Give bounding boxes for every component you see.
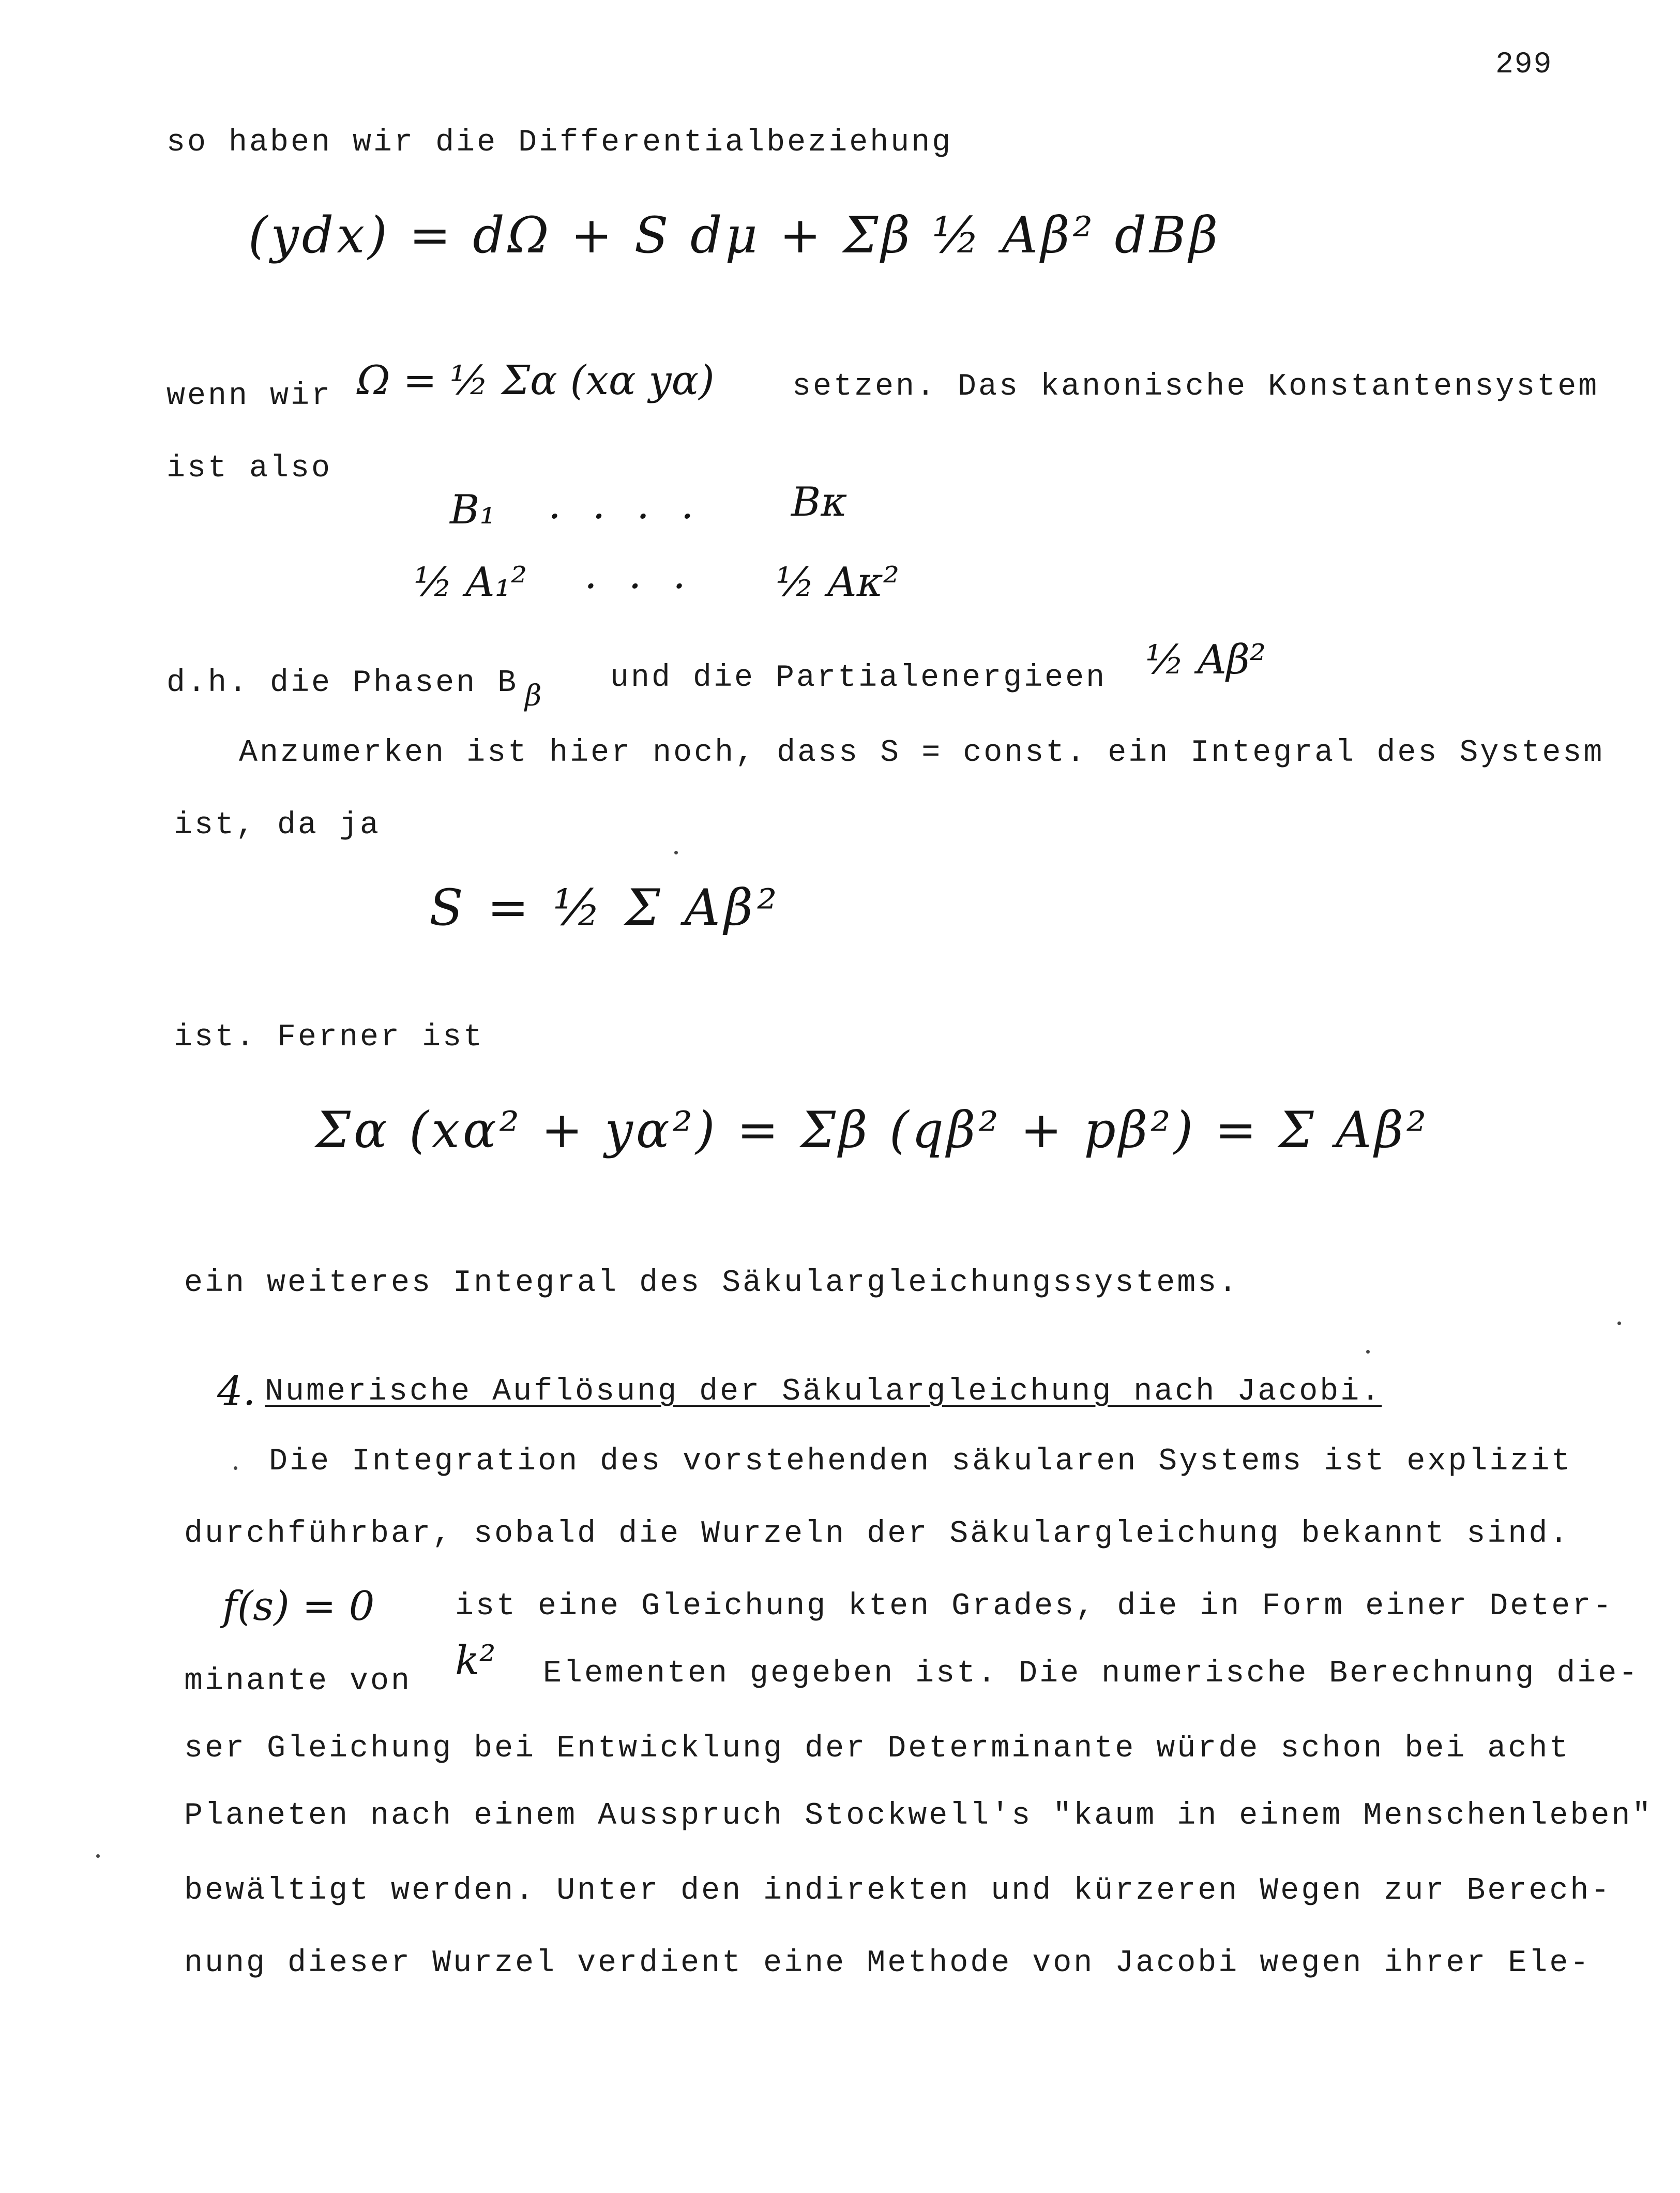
speck bbox=[96, 1854, 100, 1858]
formula-constant-Ak: ½ Aκ² bbox=[776, 559, 900, 606]
page-number: 299 bbox=[1495, 48, 1553, 82]
formula-subscript-beta: β bbox=[525, 679, 542, 713]
formula-dots: . . . . bbox=[548, 482, 703, 528]
text-line: Anzumerken ist hier noch, dass S = const. ein Integral des Systesm bbox=[239, 735, 1605, 771]
section-heading: Numerische Auflösung der Säkulargleichung nach Jacobi. bbox=[265, 1374, 1382, 1409]
formula-differential-relation: (ydx) = dΩ + S dμ + Σβ ½ Aβ² dBβ bbox=[248, 206, 1221, 264]
speck bbox=[1617, 1321, 1621, 1325]
text-line: durchführbar, sobald die Wurzeln der Säkulargleichung bekannt sind. bbox=[184, 1516, 1570, 1552]
formula-constant-B1: B₁ bbox=[450, 487, 496, 533]
formula-omega-definition: Ω = ½ Σα (xα yα) bbox=[357, 357, 715, 404]
speck bbox=[1366, 1350, 1370, 1354]
text-line: ist. Ferner ist bbox=[174, 1020, 485, 1055]
text-line: Elementen gegeben ist. Die numerische Berechnung die- bbox=[543, 1656, 1640, 1691]
text-line: ist, da ja bbox=[174, 808, 381, 843]
text-line: so haben wir die Differentialbeziehung bbox=[167, 125, 953, 160]
formula-dots: . . . bbox=[584, 551, 695, 598]
speck bbox=[674, 851, 678, 854]
speck bbox=[234, 1466, 237, 1470]
text-line: ist eine Gleichung kten Grades, die in Form einer Deter- bbox=[455, 1589, 1614, 1624]
text-line: minante von bbox=[184, 1664, 412, 1699]
text-line: Planeten nach einem Ausspruch Stockwell's "kaum in einem Menschenleben" bbox=[184, 1798, 1653, 1834]
text-line: d.h. die Phasen B bbox=[167, 666, 519, 701]
text-line: wenn wir bbox=[167, 379, 332, 414]
formula-k-squared: k² bbox=[455, 1638, 496, 1684]
text-line: Die Integration des vorstehenden säkularen Systems ist explizit bbox=[269, 1444, 1572, 1479]
formula-partial-energy: ½ Aβ² bbox=[1145, 637, 1266, 683]
formula-sum-identity: Σα (xα² + yα²) = Σβ (qβ² + pβ²) = Σ Aβ² bbox=[315, 1101, 1430, 1159]
formula-f-of-s: f(s) = 0 bbox=[222, 1583, 375, 1630]
text-line: ein weiteres Integral des Säkulargleichungssystems. bbox=[184, 1266, 1239, 1301]
text-line: setzen. Das kanonische Konstantensystem bbox=[792, 369, 1599, 404]
section-number: 4. bbox=[217, 1368, 256, 1415]
formula-S-integral: S = ½ Σ Aβ² bbox=[429, 879, 781, 937]
formula-constant-Bk: Bκ bbox=[791, 479, 847, 525]
formula-constant-A1: ½ A₁² bbox=[414, 559, 527, 606]
text-line: und die Partialenergieen bbox=[610, 660, 1107, 696]
text-line: ist also bbox=[167, 451, 332, 486]
text-line: nung dieser Wurzel verdient eine Methode von Jacobi wegen ihrer Ele- bbox=[184, 1946, 1591, 1981]
text-line: bewältigt werden. Unter den indirekten und kürzeren Wegen zur Berech- bbox=[184, 1873, 1612, 1909]
text-line: ser Gleichung bei Entwicklung der Determinante würde schon bei acht bbox=[184, 1731, 1570, 1766]
